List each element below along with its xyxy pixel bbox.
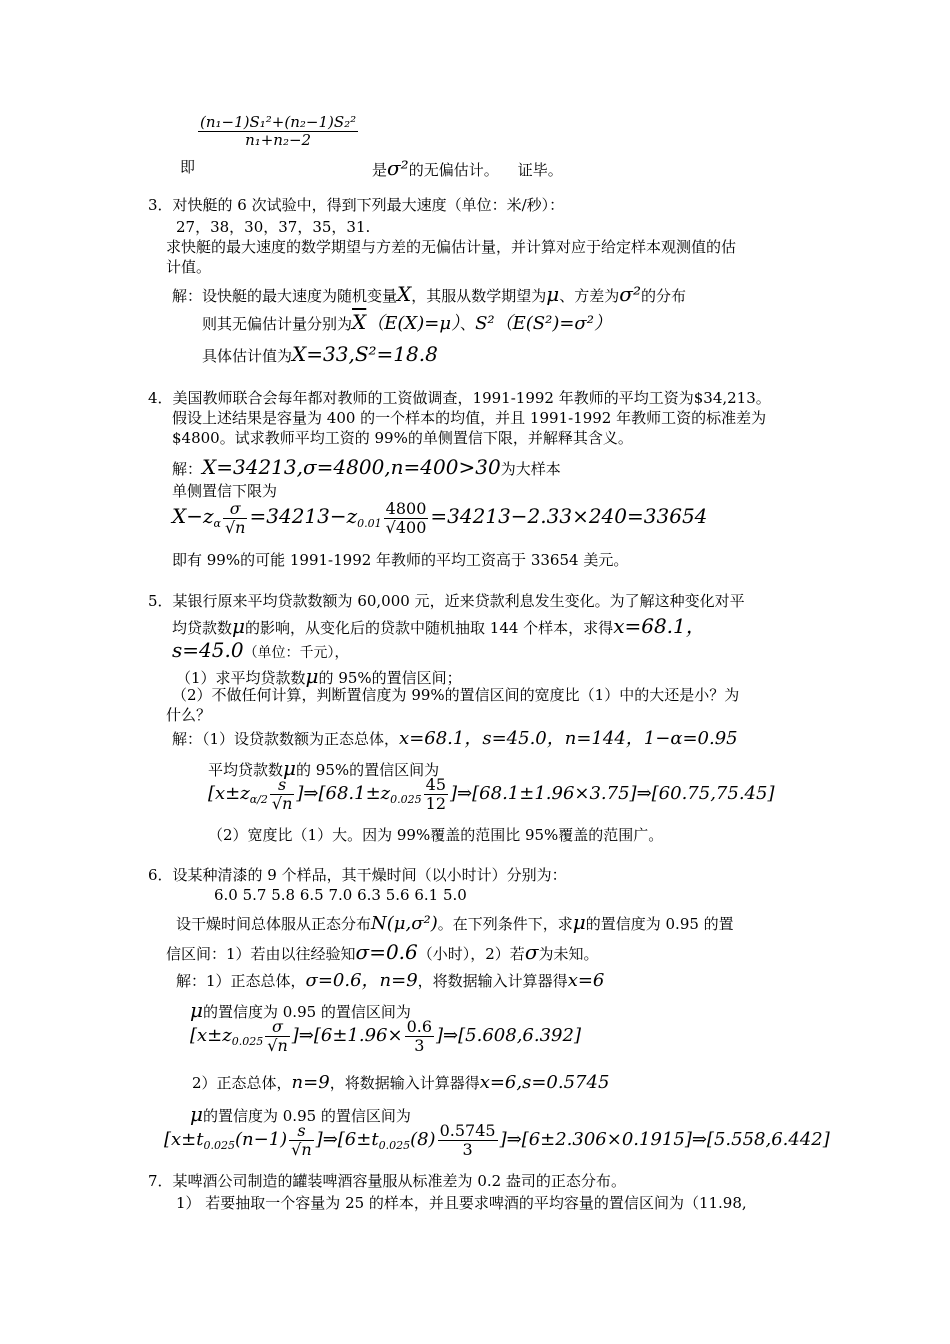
q6-sol-text-d: ，将数据输入计算器得 — [329, 1074, 480, 1092]
q5-sol-values: x=68.1，s=45.0，n=144，1−α=0.95 — [399, 728, 738, 749]
q6-ci2-formula — [164, 1122, 830, 1160]
q6-text-e: 信区间：1）若由以往经验知 — [166, 945, 356, 963]
q6-sol-line1 — [176, 970, 604, 992]
q5-q1-text-a: （1）求平均贷款数 — [176, 669, 306, 687]
z-sub: 0.025 — [390, 792, 422, 806]
q6-sol-text-b: ，将数据输入计算器得 — [417, 972, 568, 990]
q5-q1-text-b: 的 95%的置信区间； — [318, 669, 462, 687]
q6-text-d: 的置信度为 0.95 的置 — [585, 915, 734, 933]
normal-dist: N(μ,σ²) — [371, 913, 438, 934]
q6-ci1-formula — [190, 1018, 581, 1056]
q5-line2 — [172, 614, 706, 638]
q6-line1 — [176, 910, 734, 935]
s2-symbol: S² — [475, 313, 495, 334]
fraction-denominator: n₁+n₂−2 — [245, 131, 312, 150]
xbar-symbol: $\overline{X}$ — [352, 310, 367, 334]
df-n-1: (n−1) — [235, 1128, 288, 1150]
q6-n: n=9 — [291, 1072, 330, 1093]
q6-ci-text-2: 的置信度为 0.95 的置信区间为 — [203, 1107, 411, 1125]
den-12: 12 — [425, 794, 447, 814]
q6-title: 6．设某种清漆的 9 个样品，其干燥时间（以小时计）分别为： — [148, 866, 567, 884]
q4-conclusion: 即有 99%的可能 1991-1992 年教师的平均工资高于 33654 美元。 — [172, 551, 629, 569]
num-4800: 4800 — [384, 500, 429, 519]
q5-mean-text: 平均贷款数 — [208, 761, 284, 779]
t-sub: 0.025 — [203, 1138, 235, 1152]
df-8: (8) — [410, 1128, 436, 1150]
q6-text-a: 设干燥时间总体服从正态分布 — [176, 915, 372, 933]
ji-text: 即 — [180, 158, 196, 176]
mu-symbol: μ — [232, 614, 246, 638]
q4-line2: 假设上述结果是容量为 400 的一个样本的均值，并且 1991-1992 年教师工资的标准差为 — [172, 409, 767, 427]
q6-line2 — [166, 940, 598, 964]
proof-end: 证毕。 — [517, 161, 563, 179]
q4-solution-line1 — [172, 455, 561, 479]
q5-q2-cont: 什么？ — [166, 706, 212, 724]
q5-line3 — [172, 638, 349, 662]
q5-sol-text: 解：（1）设贷款数额为正态总体， — [172, 730, 400, 748]
ci2-left: [x±t — [164, 1128, 204, 1150]
random-variable-x: X — [397, 282, 412, 306]
q3-estimate-text: 具体估计值为 — [202, 347, 293, 365]
q5-ci-text: 的 95%的置信区间为 — [296, 761, 440, 779]
q6-params: σ=0.6，n=9 — [305, 970, 418, 991]
q5-text-b: 的影响，从变化后的贷款中随机抽取 144 个样本，求得 — [245, 619, 614, 637]
q4-sol-label: 解： — [172, 460, 203, 478]
z-sub: 0.025 — [231, 1034, 264, 1048]
q6-xbar-s: x=6,s=0.5745 — [479, 1072, 610, 1093]
q5-ci-formula — [208, 776, 775, 814]
q3-data: 27，38，30，37，35，31. — [176, 218, 371, 236]
num-45: 45 — [425, 775, 447, 794]
q3-sol-text-a: 解：设快艇的最大速度为随机变量 — [172, 287, 398, 305]
q6-text-c: 。在下列条件下，求 — [437, 915, 573, 933]
fraction-numerator: (n₁−1)S₁²+(n₂−1)S₂² — [200, 113, 357, 131]
q3-estimator-text: 则其无偏估计量分别为 — [202, 315, 353, 333]
mu-symbol: μ — [305, 664, 319, 688]
ci-right: ]⇒[68.1±1.96×3.75]⇒[60.75,75.45] — [450, 782, 775, 804]
unbiased-tail: 的无偏估计。 — [408, 161, 499, 179]
ci2-right: ]⇒[6±2.306×0.1915]⇒[5.558,6.442] — [499, 1128, 830, 1150]
den-3: 3 — [462, 1140, 473, 1160]
q3-ask-line1: 求快艇的最大速度的数学期望与方差的无偏估计量，并计算对应于给定样本观测值的估 — [166, 238, 737, 256]
s-num: s — [270, 776, 295, 795]
den-sqrt400: √400 — [385, 518, 427, 538]
sqrt-n-den: √n — [271, 794, 293, 814]
expectation-xbar: （E(X)=μ） — [366, 313, 461, 334]
ci-mid: ]⇒[68.1±z — [296, 782, 391, 804]
q5-title: 5．某银行原来平均贷款数额为 60,000 元，近来贷款利息发生变化。为了解这种变化对平 — [148, 592, 745, 610]
q6-xbar: x=6 — [567, 970, 605, 991]
ci1-mid: ]⇒[6±1.96× — [291, 1024, 403, 1046]
sigma-value: σ=0.6 — [355, 940, 418, 964]
q5-sol-line1 — [172, 728, 738, 750]
s-value: s=45.0 — [172, 638, 244, 662]
mu-symbol: μ — [546, 282, 560, 306]
num-06: 0.6 — [406, 1017, 433, 1036]
mu-symbol: μ — [572, 910, 586, 934]
q3-sol-text-c: 、方差为 — [559, 287, 620, 305]
t-sub-2: 0.025 — [378, 1138, 411, 1152]
q5-text-a: 均贷款数 — [172, 619, 233, 637]
q3-solution-line3 — [202, 342, 438, 366]
pooled-variance-fraction — [196, 114, 360, 150]
sigma-num: σ — [223, 500, 248, 519]
s-num: s — [289, 1122, 314, 1141]
xbar-value: x=68.1， — [613, 614, 706, 638]
q3-title: 3．对快艇的 6 次试验中，得到下列最大速度（单位：米/秒）： — [148, 196, 565, 214]
separator: 、 — [460, 315, 476, 333]
sigma-symbol: σ — [524, 940, 539, 964]
q4-line3: $4800。试求教师平均工资的 99%的单侧置信下限，并解释其含义。 — [172, 429, 633, 447]
z-sub: 0.01 — [357, 516, 382, 530]
den-3: 3 — [414, 1036, 425, 1056]
formula-mid: =34213−z — [249, 503, 358, 528]
mu-symbol: μ — [190, 998, 203, 1022]
sqrt-n-den: √n — [267, 1036, 288, 1056]
sigma-num: σ — [265, 1018, 290, 1037]
alpha-sub: α — [213, 516, 221, 530]
expectation-s2: （E(S²)=σ²） — [494, 313, 612, 334]
q6-text-g: 为未知。 — [538, 945, 599, 963]
q4-title: 4．美国教师联合会每年都对教师的工资做调查，1991-1992 年教师的平均工资为$34,213。 — [148, 389, 771, 407]
formula-left: X−z — [172, 503, 214, 528]
sqrt-n-den: √n — [291, 1140, 312, 1160]
q3-estimate-values: X=33,S²=18.8 — [292, 342, 438, 366]
q3-sol-text-b: ，其服从数学期望为 — [411, 287, 547, 305]
q6-data: 6.0 5.7 5.8 6.5 7.0 6.3 5.6 6.1 5.0 — [214, 886, 467, 904]
sigma2-symbol: σ² — [619, 282, 641, 306]
sigma2-symbol: σ² — [387, 156, 409, 180]
mu-symbol: μ — [283, 756, 297, 780]
ci-left: [x±z — [208, 782, 250, 804]
q4-lower-label: 单侧置信下限为 — [172, 482, 278, 500]
q7-title: 7．某啤酒公司制造的罐装啤酒容量服从标准差为 0.2 盎司的正态分布。 — [148, 1172, 626, 1190]
shi-text: 是 — [372, 161, 388, 179]
q7-line1: 1） 若要抽取一个容量为 25 的样本，并且要求啤酒的平均容量的置信区间为（11.98, — [176, 1194, 747, 1212]
q3-solution-line2 — [202, 310, 612, 335]
q6-sol-line3 — [192, 1072, 609, 1094]
q5-answer2: （2）宽度比（1）大。因为 99%覆盖的范围比 95%覆盖的范围广。 — [208, 826, 664, 844]
q6-ci-text: 的置信度为 0.95 的置信区间为 — [203, 1003, 411, 1021]
q6-sol-text-a: 解：1）正态总体， — [176, 972, 306, 990]
ci1-left: [x±z — [190, 1024, 232, 1046]
ci2-mid: ]⇒[6±t — [315, 1128, 379, 1150]
q3-ask-line2: 计值。 — [166, 258, 212, 276]
q3-solution-line1 — [172, 282, 686, 306]
q6-text-f: （小时），2）若 — [417, 945, 525, 963]
q4-sample-values: X=34213,σ=4800,n=400>30 — [202, 455, 501, 479]
ci1-right: ]⇒[5.608,6.392] — [436, 1024, 581, 1046]
q5-q1 — [176, 664, 462, 688]
mu-symbol: μ — [190, 1102, 203, 1126]
q4-lower-formula — [172, 500, 707, 538]
unit-text: （单位：千元）， — [243, 645, 349, 661]
unbiased-statement — [372, 156, 563, 180]
num-05745: 0.5745 — [439, 1121, 496, 1140]
q3-sol-text-d: 的分布 — [640, 287, 686, 305]
q4-large-sample: 为大样本 — [500, 460, 561, 478]
formula-right: =34213−2.33×240=33654 — [430, 503, 708, 528]
alpha-half-sub: α/2 — [249, 792, 268, 806]
sqrt-n-den: √n — [224, 518, 246, 538]
q5-q2: （2）不做任何计算，判断置信度为 99%的置信区间的宽度比（1）中的大还是小？为 — [172, 686, 740, 704]
fraction-block — [180, 118, 196, 136]
q6-sol-text-c: 2）正态总体， — [192, 1074, 292, 1092]
